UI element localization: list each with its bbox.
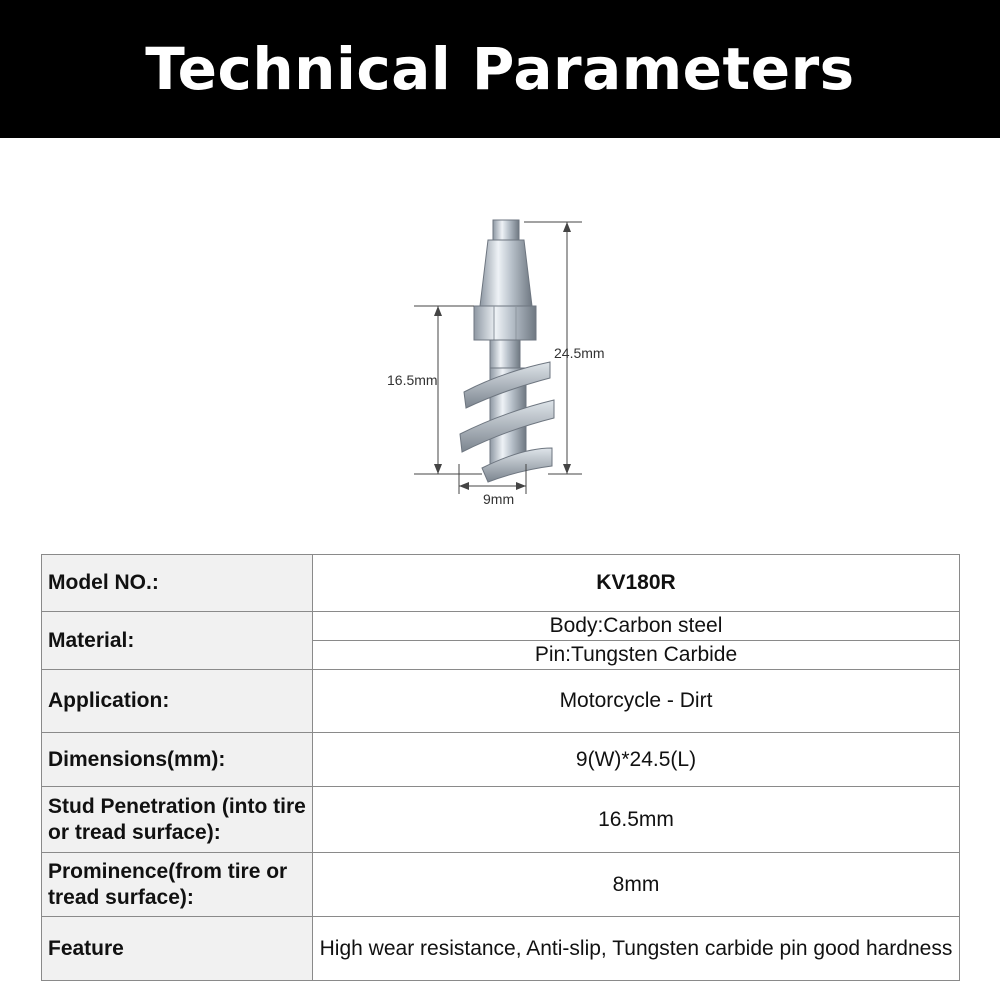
dim-width: 9mm <box>483 491 515 507</box>
dimensions-value: 9(W)*24.5(L) <box>313 733 960 787</box>
pin-tip <box>493 220 519 240</box>
material-body-value: Body:Carbon steel <box>313 612 960 641</box>
prominence-label: Prominence(from tire or tread surface): <box>42 853 313 917</box>
application-label: Application: <box>42 670 313 733</box>
table-row <box>42 612 960 641</box>
title-banner <box>0 0 1000 138</box>
penetration-label: Stud Penetration (into tire or tread surface): <box>42 787 313 853</box>
stud-taper <box>480 240 532 306</box>
spec-table <box>41 554 960 981</box>
dim-total-length: 24.5mm <box>554 345 605 361</box>
prominence-value: 8mm <box>313 853 960 917</box>
application-value: Motorcycle - Dirt <box>313 670 960 733</box>
table-row <box>42 555 960 612</box>
product-figure <box>42 156 960 554</box>
stud-neck <box>490 340 520 368</box>
table-row <box>42 733 960 787</box>
stud-drawing <box>42 156 960 554</box>
page-title: Technical Parameters <box>145 35 855 103</box>
dim-penetration: 16.5mm <box>387 372 438 388</box>
material-label: Material: <box>42 612 313 670</box>
feature-value: High wear resistance, Anti-slip, Tungsten carbide pin good hardness <box>313 917 960 981</box>
dimensions-label: Dimensions(mm): <box>42 733 313 787</box>
model-value: KV180R <box>313 555 960 612</box>
table-row <box>42 917 960 981</box>
table-row <box>42 787 960 853</box>
table-row <box>42 853 960 917</box>
table-row <box>42 670 960 733</box>
model-label: Model NO.: <box>42 555 313 612</box>
penetration-value: 16.5mm <box>313 787 960 853</box>
hex-collar <box>474 306 536 340</box>
feature-label: Feature <box>42 917 313 981</box>
material-pin-value: Pin:Tungsten Carbide <box>313 641 960 670</box>
